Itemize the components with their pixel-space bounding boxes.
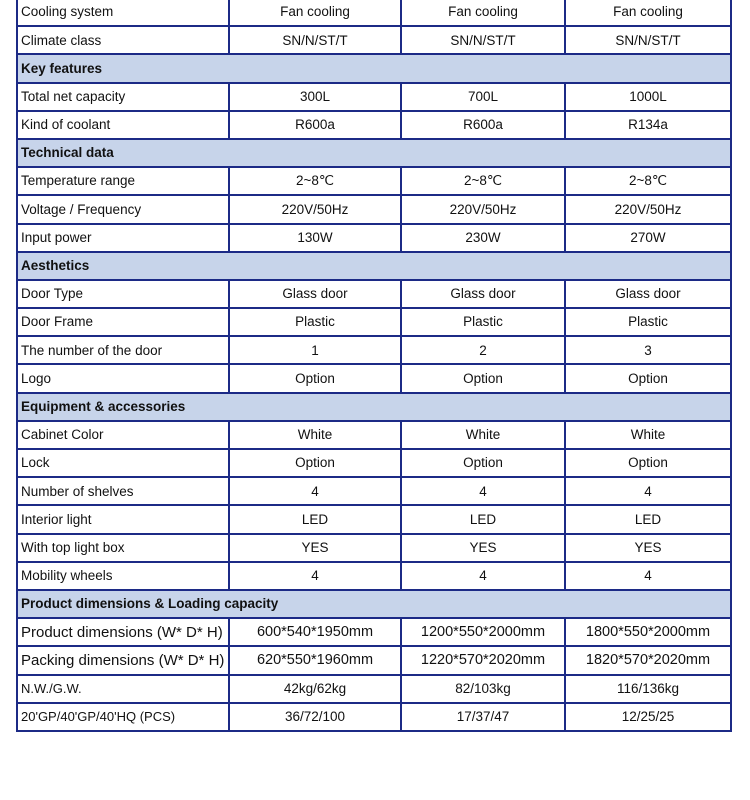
spec-label: Total net capacity <box>17 83 229 111</box>
spec-value-model-2: 1220*570*2020mm <box>401 646 565 674</box>
spec-value-model-3: 2~8℃ <box>565 167 731 195</box>
spec-row <box>17 224 731 252</box>
section-title: Aesthetics <box>17 252 731 280</box>
section-title: Key features <box>17 54 731 82</box>
spec-value-model-3: Fan cooling <box>565 0 731 26</box>
spec-value-model-3: White <box>565 421 731 449</box>
section-header-row <box>17 54 731 82</box>
spec-value-model-1: 42kg/62kg <box>229 675 401 703</box>
spec-value-model-2: Option <box>401 364 565 392</box>
spec-value-model-1: R600a <box>229 111 401 139</box>
spec-label: Mobility wheels <box>17 562 229 590</box>
spec-value-model-1: 620*550*1960mm <box>229 646 401 674</box>
spec-value-model-2: 2~8℃ <box>401 167 565 195</box>
spec-value-model-1: 4 <box>229 477 401 505</box>
spec-value-model-2: SN/N/ST/T <box>401 26 565 54</box>
spec-value-model-1: Glass door <box>229 280 401 308</box>
spec-value-model-3: Plastic <box>565 308 731 336</box>
spec-row <box>17 167 731 195</box>
spec-row <box>17 308 731 336</box>
spec-value-model-3: Option <box>565 449 731 477</box>
spec-value-model-1: 220V/50Hz <box>229 195 401 223</box>
spec-label: The number of the door <box>17 336 229 364</box>
spec-label: With top light box <box>17 534 229 562</box>
spec-label: Door Frame <box>17 308 229 336</box>
spec-value-model-2: 17/37/47 <box>401 703 565 731</box>
spec-value-model-3: 116/136kg <box>565 675 731 703</box>
spec-value-model-2: 1200*550*2000mm <box>401 618 565 646</box>
spec-value-model-1: 300L <box>229 83 401 111</box>
spec-value-model-3: 1800*550*2000mm <box>565 618 731 646</box>
spec-value-model-2: 2 <box>401 336 565 364</box>
spec-label: Cooling system <box>17 0 229 26</box>
spec-value-model-3: 1820*570*2020mm <box>565 646 731 674</box>
spec-label: 20'GP/40'GP/40'HQ (PCS) <box>17 703 229 731</box>
spec-value-model-1: White <box>229 421 401 449</box>
spec-label: Interior light <box>17 505 229 533</box>
spec-label: Cabinet Color <box>17 421 229 449</box>
spec-value-model-2: 220V/50Hz <box>401 195 565 223</box>
spec-value-model-3: 4 <box>565 477 731 505</box>
spec-value-model-2: 4 <box>401 477 565 505</box>
spec-value-model-1: 4 <box>229 562 401 590</box>
spec-row <box>17 675 731 703</box>
spec-value-model-1: 36/72/100 <box>229 703 401 731</box>
spec-row <box>17 646 731 674</box>
spec-value-model-2: 230W <box>401 224 565 252</box>
spec-value-model-1: 600*540*1950mm <box>229 618 401 646</box>
spec-value-model-3: 1000L <box>565 83 731 111</box>
spec-value-model-1: 1 <box>229 336 401 364</box>
spec-value-model-3: Glass door <box>565 280 731 308</box>
spec-row <box>17 111 731 139</box>
spec-value-model-3: 12/25/25 <box>565 703 731 731</box>
spec-value-model-1: LED <box>229 505 401 533</box>
spec-row <box>17 449 731 477</box>
spec-row <box>17 703 731 731</box>
spec-value-model-2: Glass door <box>401 280 565 308</box>
spec-row <box>17 26 731 54</box>
spec-row <box>17 421 731 449</box>
spec-table <box>16 0 732 732</box>
section-header-row <box>17 252 731 280</box>
spec-value-model-1: 2~8℃ <box>229 167 401 195</box>
spec-label: Climate class <box>17 26 229 54</box>
spec-value-model-2: Plastic <box>401 308 565 336</box>
spec-value-model-1: Option <box>229 364 401 392</box>
spec-value-model-3: SN/N/ST/T <box>565 26 731 54</box>
spec-row <box>17 534 731 562</box>
spec-row <box>17 505 731 533</box>
spec-value-model-2: Option <box>401 449 565 477</box>
spec-row <box>17 364 731 392</box>
spec-value-model-3: 220V/50Hz <box>565 195 731 223</box>
section-title: Product dimensions & Loading capacity <box>17 590 731 618</box>
spec-label: Voltage / Frequency <box>17 195 229 223</box>
spec-value-model-3: 3 <box>565 336 731 364</box>
spec-row <box>17 618 731 646</box>
spec-value-model-3: LED <box>565 505 731 533</box>
spec-value-model-3: YES <box>565 534 731 562</box>
spec-label: Number of shelves <box>17 477 229 505</box>
spec-value-model-3: Option <box>565 364 731 392</box>
spec-row <box>17 280 731 308</box>
spec-label: Logo <box>17 364 229 392</box>
spec-value-model-3: R134a <box>565 111 731 139</box>
spec-value-model-1: Fan cooling <box>229 0 401 26</box>
spec-label: Kind of coolant <box>17 111 229 139</box>
spec-value-model-3: 4 <box>565 562 731 590</box>
spec-row <box>17 336 731 364</box>
spec-value-model-1: Plastic <box>229 308 401 336</box>
section-header-row <box>17 590 731 618</box>
spec-label: Packing dimensions (W* D* H) <box>17 646 229 674</box>
spec-row <box>17 0 731 26</box>
spec-row <box>17 562 731 590</box>
spec-value-model-1: Option <box>229 449 401 477</box>
spec-value-model-2: R600a <box>401 111 565 139</box>
spec-value-model-3: 270W <box>565 224 731 252</box>
spec-value-model-1: SN/N/ST/T <box>229 26 401 54</box>
section-title: Equipment & accessories <box>17 393 731 421</box>
spec-value-model-2: 82/103kg <box>401 675 565 703</box>
spec-label: Input power <box>17 224 229 252</box>
spec-row <box>17 83 731 111</box>
spec-row <box>17 195 731 223</box>
spec-value-model-1: YES <box>229 534 401 562</box>
spec-label: Lock <box>17 449 229 477</box>
spec-value-model-2: 4 <box>401 562 565 590</box>
section-header-row <box>17 139 731 167</box>
spec-label: Product dimensions (W* D* H) <box>17 618 229 646</box>
section-title: Technical data <box>17 139 731 167</box>
spec-value-model-2: 700L <box>401 83 565 111</box>
spec-value-model-2: YES <box>401 534 565 562</box>
spec-label: N.W./G.W. <box>17 675 229 703</box>
spec-label: Temperature range <box>17 167 229 195</box>
section-header-row <box>17 393 731 421</box>
spec-value-model-2: LED <box>401 505 565 533</box>
spec-value-model-2: Fan cooling <box>401 0 565 26</box>
spec-label: Door Type <box>17 280 229 308</box>
spec-value-model-1: 130W <box>229 224 401 252</box>
spec-value-model-2: White <box>401 421 565 449</box>
spec-row <box>17 477 731 505</box>
spec-table-body <box>17 0 731 731</box>
